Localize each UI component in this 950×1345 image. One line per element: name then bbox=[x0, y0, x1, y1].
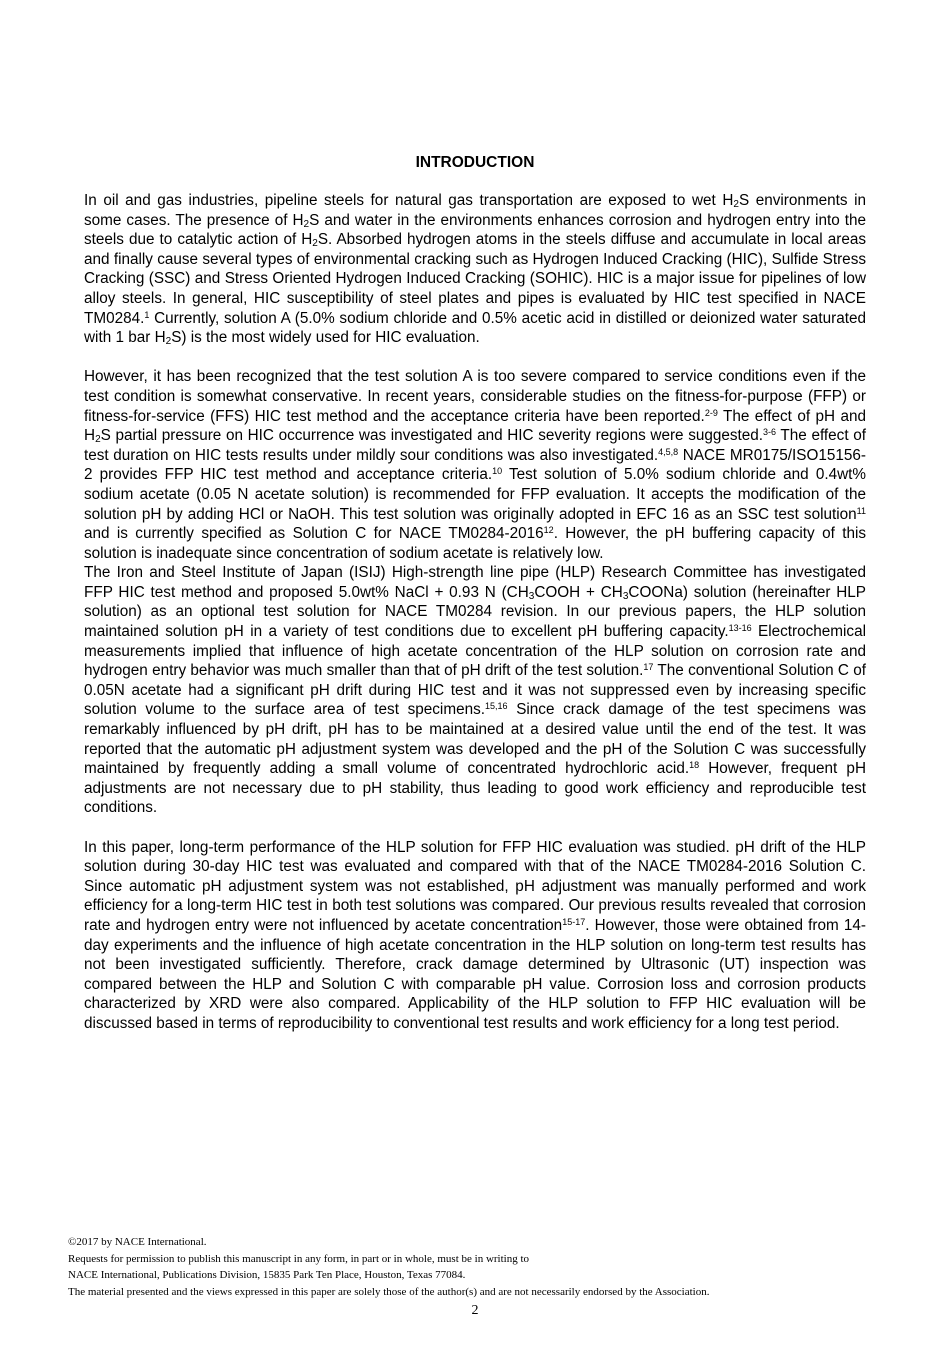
citation: 15,16 bbox=[485, 701, 508, 712]
copyright-footer bbox=[68, 1234, 888, 1300]
citation: 4,5,8 bbox=[658, 446, 679, 457]
citation: 17 bbox=[643, 662, 654, 673]
copyright-line: ©2017 by NACE International. bbox=[68, 1236, 207, 1248]
citation: 12 bbox=[543, 525, 554, 536]
citation: 2-9 bbox=[704, 407, 718, 418]
introduction-body bbox=[84, 191, 866, 1034]
paragraph-4: In this paper, long-term performance of the HLP solution for FFP HIC evaluation was studied. pH drift of the HLP solution during 30-day HIC test was evaluated and compared with that of the NACE TM0284-2016 Solution C. Since automatic pH adjustment system was not established, pH adjustment was manually performed and work efficiency for a long-term HIC test in both test solutions was compared. Our previous results revealed that corrosion rate and hydrogen entry were not influenced by acetate concentration$^{15-17}$. However, those were obtained from 14-day experiments and the influence of high acetate concentration in the HLP solution on long-term test results has not been investigated sufficiently. Therefore, crack damage determined by Ultrasonic (UT) inspection was compared between the HLP and Solution C with comparable pH value. Corrosion loss and corrosion products characterized by XRD were also compared. Applicability of the HLP solution to FFP HIC evaluation will be discussed based in terms of reproducibility to conventional test results and work efficiency for a long test period. bbox=[84, 838, 866, 1032]
section-title: INTRODUCTION bbox=[415, 154, 535, 171]
citation: 15-17 bbox=[562, 916, 586, 927]
permission-line: Requests for permission to publish this manuscript in any form, in part or in whole, must be in writing to bbox=[68, 1252, 530, 1265]
citation: 1 bbox=[144, 309, 150, 320]
page-number: 2 bbox=[471, 1303, 479, 1318]
citation: 13-16 bbox=[728, 623, 752, 634]
citation: 10 bbox=[492, 466, 503, 477]
citation: 18 bbox=[689, 760, 700, 771]
paragraph-2: However, it has been recognized that the test solution A is too severe compared to service conditions even if the test condition is somewhat conservative. In recent years, considerable studies on the fitness-for-purpose (FFP) or fitness-for-service (FFS) HIC test method and the acceptance criteria have been reported.$^{2-9}$ The effect of pH and $H_2S$ partial pressure on HIC occurrence was investigated and HIC severity regions were suggested.$^{3-6}$ The effect of test duration on HIC tests results under mildly sour conditions was also investigated.$^{4,5,8}$ NACE MR0175/ISO15156-2 provides FFP HIC test method and acceptance criteria.$^{10}$ Test solution of 5.0% sodium chloride and 0.4wt% sodium acetate (0.05 N acetate solution) is recommended for FFP evaluation. It accepts the modification of the solution pH by adding HCl or NaOH. This test solution was originally adopted in EFC 16 as an SSC test solution$^{11}$ and is currently specified as Solution C for NACE TM0284-2016$^{12}$. However, the pH buffering capacity of this solution is inadequate since concentration of sodium acetate is relatively low. bbox=[84, 368, 866, 562]
address-line: NACE International, Publications Division, 15835 Park Ten Place, Houston, Texas 77084. bbox=[68, 1269, 466, 1281]
paragraph-1: In oil and gas industries, pipeline steels for natural gas transportation are exposed to wet $H_2S$ environments in some cases. The presence of $H_2S$ and water in the environments enhances corrosion and hydrogen entry into the steels due to catalytic action of $H_2S$. Absorbed hydrogen atoms in the steels diffuse and accumulate in local areas and finally cause several types of environmental cracking such as Hydrogen Induced Cracking (HIC), Sulfide Stress Cracking (SSC) and Stress Oriented Hydrogen Induced Cracking (SOHIC). HIC is a major issue for pipelines of low alloy steels. In general, HIC susceptibility of steel plates and pipes is evaluated by HIC test specified in NACE TM0284.$^1$ Currently, solution A (5.0% sodium chloride and 0.5% acetic acid in distilled or deionized water saturated with 1 bar $H_2S$) is the most widely used for HIC evaluation. bbox=[84, 192, 867, 348]
paragraph-3: The Iron and Steel Institute of Japan (ISIJ) High-strength line pipe (HLP) Research Committee has investigated FFP HIC test method and proposed 5.0wt% NaCl + 0.93 N ($CH_3COOH$ + $CH_3COONa$) solution (hereinafter HLP solution) as an optional test solution for NACE TM0284 revision. In our previous papers, the HLP solution maintained solution pH in a variety of test conditions due to excellent pH buffering capacity.$^{13-16}$ Electrochemical measurements implied that influence of high acetate concentration of the HLP solution on corrosion rate and hydrogen entry behavior was much smaller than that of pH drift of the test solution.$^{17}$ The conventional Solution C of 0.05N acetate had a significant pH drift during HIC test and it was not suppressed even by increasing specific solution volume to the surface area of test specimens.$^{15,16}$ Since crack damage of the test specimens was remarkably influenced by pH drift, pH has to be maintained at a desired value until the end of the test. It was reported that the automatic pH adjustment system was developed and the pH of the Solution C was successfully maintained by frequently adding a small volume of concentrated hydrochloric acid.$^{18}$ However, frequent pH adjustments are not necessary due to pH stability, thus leading to good work efficiency and reproducible test conditions. bbox=[84, 564, 866, 817]
citation: 3-6 bbox=[763, 427, 777, 438]
disclaimer-line: The material presented and the views expressed in this paper are solely those of the author(s) and are not necessarily endorsed by the Association. bbox=[68, 1285, 710, 1298]
citation: 11 bbox=[856, 505, 866, 516]
